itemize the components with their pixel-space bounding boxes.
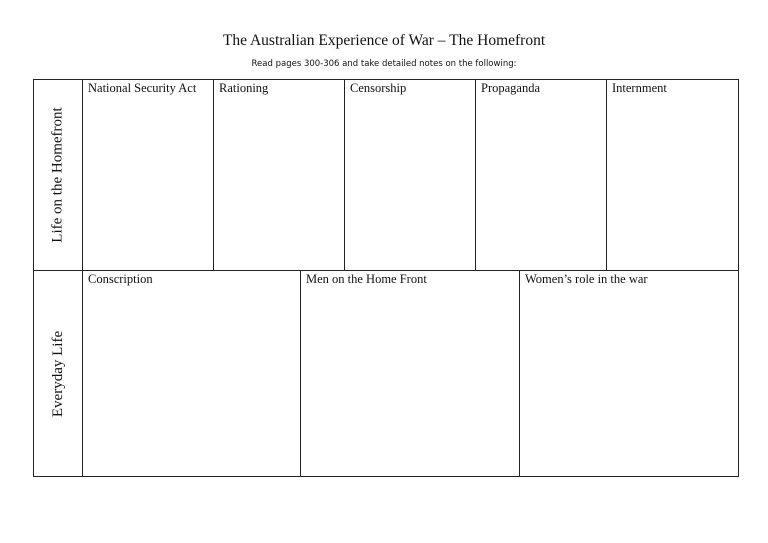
note-cell-womens-role[interactable] [520, 271, 738, 476]
note-cell-men-home-front[interactable] [301, 271, 519, 476]
row-label-cell-everyday [34, 271, 82, 476]
note-cell-censorship[interactable] [345, 80, 475, 270]
topic-heading: National Security Act [88, 81, 197, 95]
note-cell-national-security-act[interactable] [83, 80, 213, 270]
worksheet-title: The Australian Experience of War – The Homefront [222, 32, 546, 49]
notes-table [33, 79, 739, 477]
topic-heading: Men on the Home Front [306, 272, 427, 286]
note-cell-conscription[interactable] [83, 271, 300, 476]
note-cell-propaganda[interactable] [476, 80, 606, 270]
topic-heading: Women’s role in the war [525, 272, 648, 286]
worksheet-instructions: Read pages 300-306 and take detailed notes on the following: [251, 59, 517, 69]
topic-heading: Conscription [88, 272, 153, 286]
note-cell-rationing[interactable] [214, 80, 344, 270]
topic-heading: Rationing [219, 81, 269, 95]
row-label: Life on the Homefront [50, 107, 66, 243]
row-label: Everyday Life [50, 330, 66, 417]
topic-heading: Censorship [350, 81, 407, 95]
topic-heading: Propaganda [481, 81, 541, 95]
topic-heading: Internment [612, 81, 667, 95]
note-cell-internment[interactable] [607, 80, 738, 270]
row-label-cell-homefront [34, 80, 82, 270]
